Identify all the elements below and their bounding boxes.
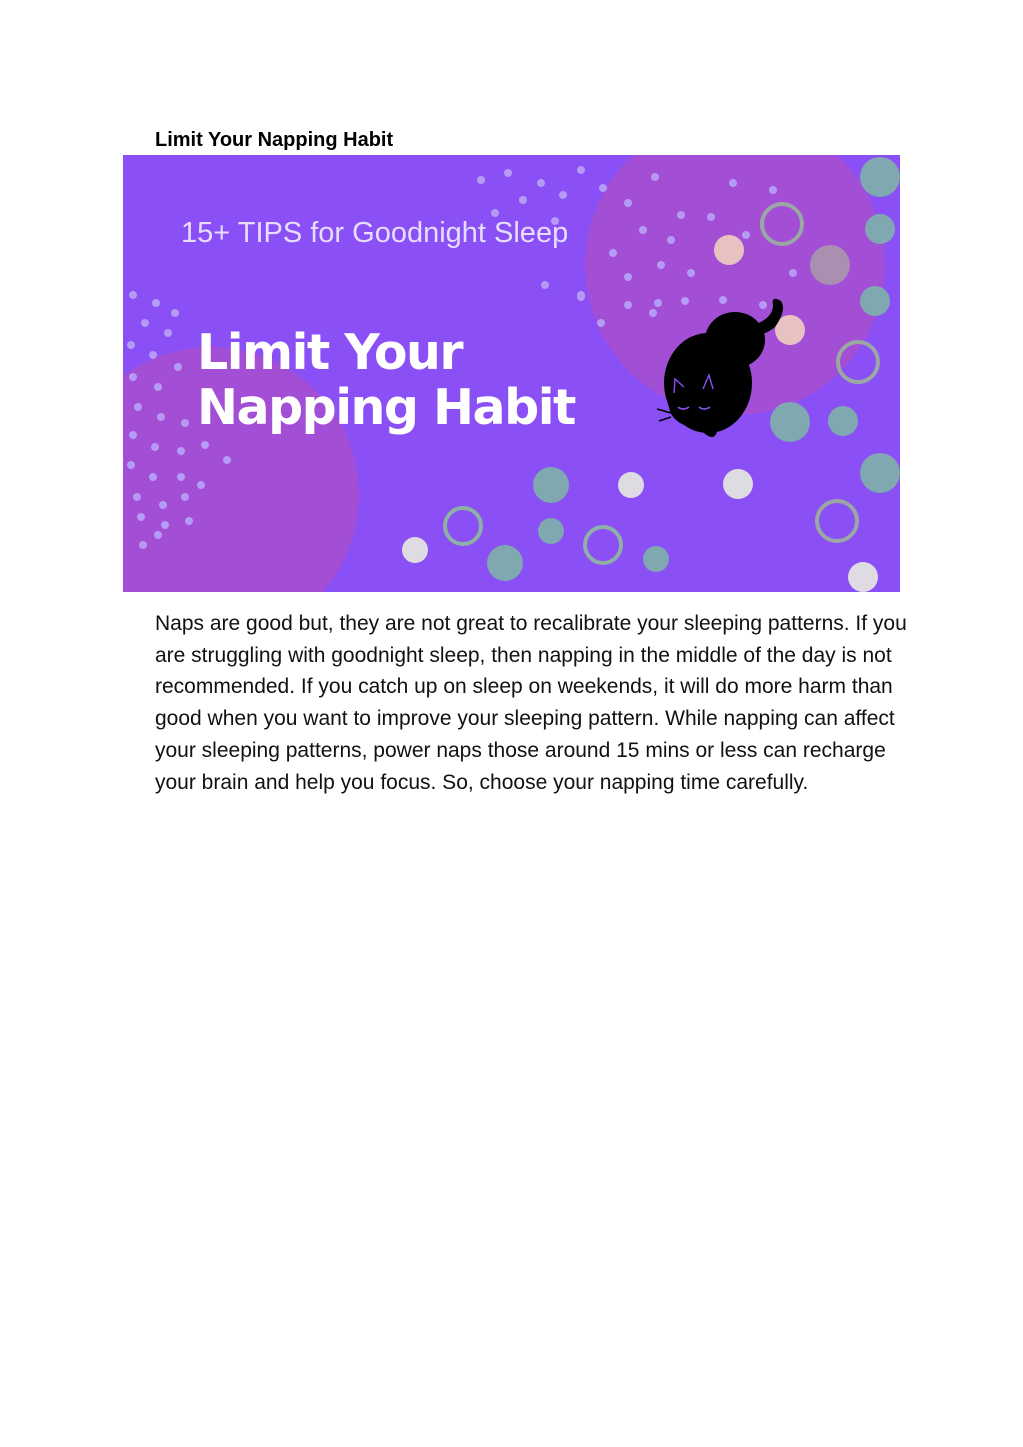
banner-title-line-1: Limit Your xyxy=(197,324,463,381)
section-heading: Limit Your Napping Habit xyxy=(155,129,394,151)
banner-subtitle: 15+ TIPS for Goodnight Sleep xyxy=(181,217,569,249)
body-paragraph: Naps are good but, they are not great to recalibrate your sleeping patterns. If you are struggling with goodnight sleep, then napping in the middle of the day is not recommended. If you catch up on sleep on weekends, it will do more harm than good when you want to improve your sleeping pattern. While napping can affect your sleeping patterns, power naps those around 15 mins or less can recharge your brain and help you focus. So, choose your napping time carefully. xyxy=(155,612,907,794)
banner-title-line-2: Napping Habit xyxy=(197,379,575,436)
banner-image xyxy=(123,155,900,592)
banner-title xyxy=(197,325,667,435)
